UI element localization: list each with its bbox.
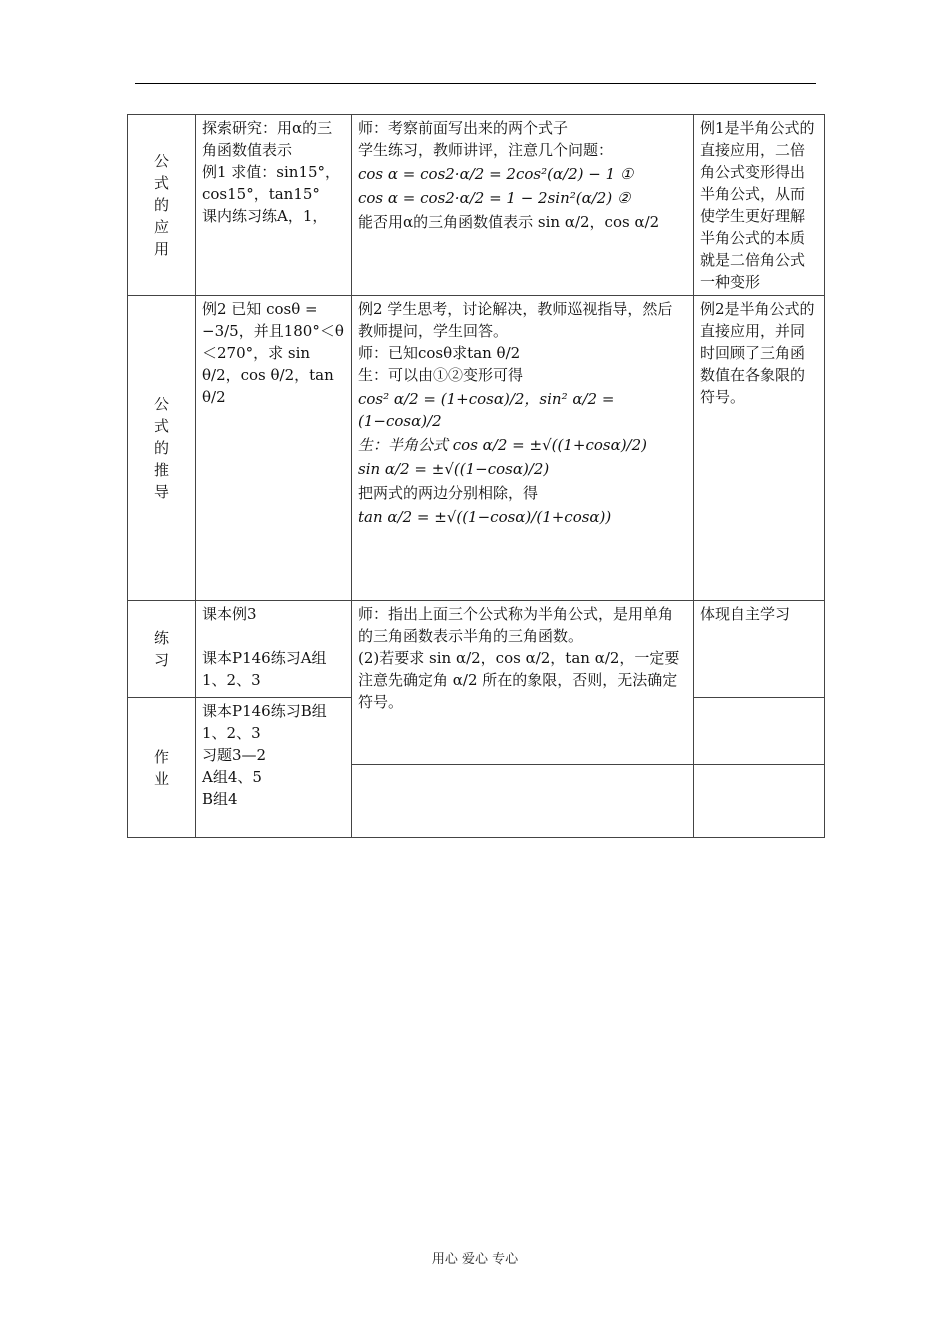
process-cell: 例2 学生思考，讨论解决，教师巡视指导，然后教师提问，学生回答。 师：已知cosθ求tan θ/2 生：可以由①②变形可得 cos² α/2 = (1+cosα)/2，sin² α/2 = (1−cosα)/2 生：半角公式 cos α/2 = ±√((1+cosα)/2) sin α/2 = ±√((1−cosα)/2) 把两式的两边分别相除，得 tan α/2 = ±√((1−cosα)/(1+cosα)) <box>352 296 694 601</box>
process-cell: 师：考察前面写出来的两个式子 学生练习，教师讲评，注意几个问题： cos α = cos2·α/2 = 2cos²(α/2) − 1 ① cos α = cos2·α/2 = 1 − 2sin²(α/2) ② 能否用α的三角函数值表示 sin α/2，cos α/2 <box>352 115 694 296</box>
process-cell <box>352 765 694 838</box>
example-cell: 探索研究：用α的三角函数值表示 例1 求值：sin15°，cos15°，tan15° 课内练习练A，1， <box>196 115 352 296</box>
example-cell: 课本P146练习B组1、2、3 习题3—2 A组4、5 B组4 <box>196 698 352 838</box>
category-cell: 作业 <box>128 698 196 838</box>
intent-cell <box>694 765 825 838</box>
example-cell: 课本例3 课本P146练习A组1、2、3 <box>196 601 352 698</box>
header-rule <box>135 83 816 84</box>
lesson-plan-table <box>127 114 825 838</box>
intent-cell: 例1是半角公式的直接应用，二倍角公式变形得出半角公式，从而使学生更好理解半角公式的本质就是二倍角公式一种变形 <box>694 115 825 296</box>
category-cell: 练习 <box>128 601 196 698</box>
table-row <box>128 115 825 296</box>
intent-cell: 例2是半角公式的直接应用，并同时回顾了三角函数值在各象限的符号。 <box>694 296 825 601</box>
table-row <box>128 296 825 601</box>
example-cell: 例2 已知 cosθ = −3/5，并且180°＜θ＜270°，求 sin θ/2，cos θ/2，tan θ/2 <box>196 296 352 601</box>
process-cell: 师：指出上面三个公式称为半角公式，是用单角的三角函数表示半角的三角函数。 (2)若要求 sin α/2，cos α/2，tan α/2，一定要注意先确定角 α/2 所在的象限，否则，无法确定符号。 <box>352 601 694 765</box>
intent-cell: 体现自主学习 <box>694 601 825 698</box>
table-row <box>128 601 825 698</box>
page-footer: 用心 爱心 专心 <box>431 1252 519 1267</box>
intent-cell <box>694 698 825 765</box>
category-cell: 公式的应用 <box>128 115 196 296</box>
category-cell: 公式的推导 <box>128 296 196 601</box>
